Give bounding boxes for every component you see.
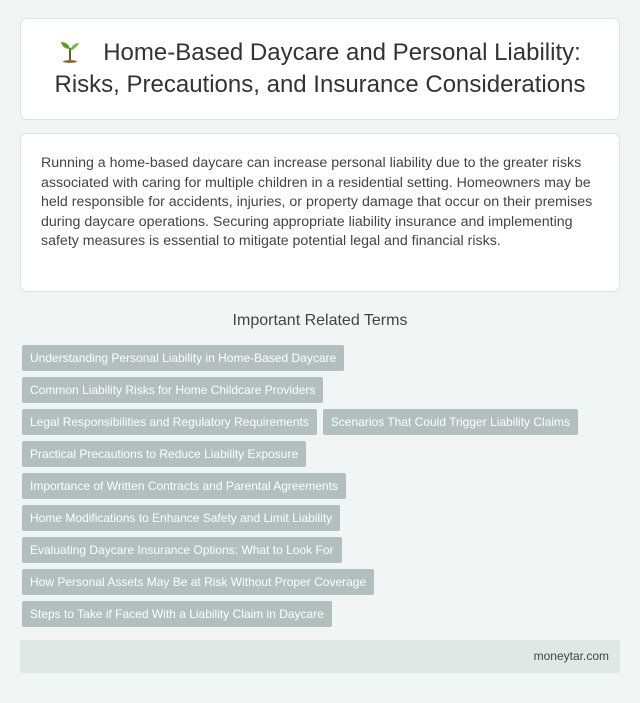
term-row — [22, 377, 620, 403]
term-tag[interactable]: Evaluating Daycare Insurance Options: What to Look For — [22, 537, 342, 563]
footer — [20, 640, 620, 673]
term-row — [22, 601, 620, 627]
title-line-1: Home-Based Daycare and Personal Liability: — [103, 39, 581, 66]
term-row — [22, 473, 620, 499]
page-title — [55, 37, 586, 101]
intro-text: Running a home-based daycare can increase personal liability due to the greater risks associated with caring for multiple children in a residential setting. Homeowners may be held responsible for accidents, injuries, or property damage that occur on their premises during daycare operations. Securing appropriate liability insurance and implementing safety measures is essential to mitigate potential legal and financial risks. — [41, 155, 593, 250]
term-row — [22, 441, 620, 467]
term-row — [22, 345, 620, 371]
term-tag[interactable]: Scenarios That Could Trigger Liability Claims — [323, 409, 578, 435]
term-row — [22, 537, 620, 563]
footer-site-link[interactable]: moneytar.com — [533, 649, 609, 663]
term-tag[interactable]: Legal Responsibilities and Regulatory Requirements — [22, 409, 317, 435]
term-row — [22, 409, 620, 435]
term-tag[interactable]: How Personal Assets May Be at Risk Without Proper Coverage — [22, 569, 374, 595]
title-card — [20, 18, 620, 120]
related-terms-list — [22, 345, 620, 633]
term-tag[interactable]: Practical Precautions to Reduce Liability Exposure — [22, 441, 306, 467]
intro-card — [20, 133, 620, 292]
term-row — [22, 569, 620, 595]
title-line-2: Risks, Precautions, and Insurance Considerations — [54, 71, 586, 98]
term-tag[interactable]: Common Liability Risks for Home Childcare Providers — [22, 377, 323, 403]
term-tag[interactable]: Importance of Written Contracts and Parental Agreements — [22, 473, 346, 499]
term-tag[interactable]: Understanding Personal Liability in Home-Based Daycare — [22, 345, 344, 371]
term-row — [22, 505, 620, 531]
term-tag[interactable]: Steps to Take if Faced With a Liability Claim in Daycare — [22, 601, 332, 627]
related-terms-heading: Important Related Terms — [232, 312, 408, 329]
term-tag[interactable]: Home Modifications to Enhance Safety and Limit Liability — [22, 505, 340, 531]
sprout-icon — [59, 39, 81, 63]
